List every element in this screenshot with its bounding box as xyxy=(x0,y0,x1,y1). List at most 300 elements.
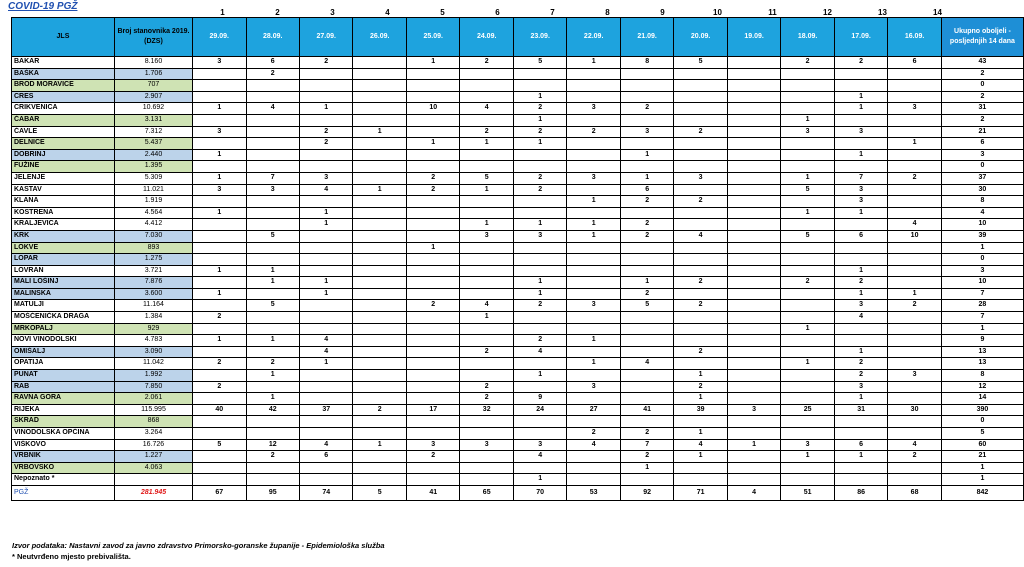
table-row xyxy=(12,230,1024,242)
municipality-name: MALINSKA xyxy=(12,288,115,300)
case-count-cell xyxy=(406,207,459,219)
date-header: 16.09. xyxy=(888,18,941,57)
case-count-cell xyxy=(193,242,246,254)
case-count-cell: 3 xyxy=(834,126,887,138)
case-count-cell xyxy=(460,335,513,347)
case-count-cell: 2 xyxy=(193,381,246,393)
case-count-cell xyxy=(300,428,353,440)
case-count-cell xyxy=(300,149,353,161)
municipality-name: CRIKVENICA xyxy=(12,103,115,115)
case-count-cell xyxy=(406,381,459,393)
case-count-cell xyxy=(567,149,620,161)
case-count-cell xyxy=(300,474,353,486)
case-count-cell xyxy=(246,323,299,335)
case-count-cell: 1 xyxy=(834,393,887,405)
case-count-cell xyxy=(460,416,513,428)
case-count-cell xyxy=(193,346,246,358)
total-cell: 37 xyxy=(941,172,1023,184)
case-count-cell xyxy=(781,288,834,300)
municipality-name: BAKAR xyxy=(12,57,115,69)
case-count-cell xyxy=(674,161,727,173)
case-count-cell xyxy=(727,196,780,208)
case-count-cell xyxy=(300,370,353,382)
case-count-cell xyxy=(727,149,780,161)
case-count-cell xyxy=(620,335,673,347)
case-count-cell: 2 xyxy=(460,393,513,405)
case-count-cell: 2 xyxy=(460,126,513,138)
case-count-cell xyxy=(460,474,513,486)
population-cell: 3.721 xyxy=(114,265,192,277)
date-header: 23.09. xyxy=(513,18,566,57)
case-count-cell xyxy=(727,103,780,115)
total-cell: 0 xyxy=(941,254,1023,266)
municipality-name: MOŠĆENIČKA DRAGA xyxy=(12,312,115,324)
case-count-cell xyxy=(406,277,459,289)
case-count-cell xyxy=(460,80,513,92)
case-count-cell xyxy=(193,138,246,150)
case-count-cell: 1 xyxy=(193,265,246,277)
sum-cell: 95 xyxy=(246,485,299,500)
table-row xyxy=(12,207,1024,219)
date-header: 17.09. xyxy=(834,18,887,57)
total-cell: 0 xyxy=(941,80,1023,92)
case-count-cell xyxy=(406,265,459,277)
case-count-cell xyxy=(353,242,406,254)
case-count-cell xyxy=(300,265,353,277)
case-count-cell xyxy=(888,196,941,208)
table-row xyxy=(12,172,1024,184)
case-count-cell xyxy=(620,80,673,92)
case-count-cell: 2 xyxy=(620,219,673,231)
sum-cell: 5 xyxy=(353,485,406,500)
total-cell: 12 xyxy=(941,381,1023,393)
population-cell: 115.995 xyxy=(114,404,192,416)
municipality-name: FUŽINE xyxy=(12,161,115,173)
case-count-cell: 1 xyxy=(460,219,513,231)
case-count-cell: 4 xyxy=(513,451,566,463)
total-cell: 0 xyxy=(941,416,1023,428)
total-cell: 9 xyxy=(941,335,1023,347)
population-cell: 2.440 xyxy=(114,149,192,161)
case-count-cell: 1 xyxy=(781,358,834,370)
case-count-cell xyxy=(246,312,299,324)
case-count-cell xyxy=(246,288,299,300)
case-count-cell: 2 xyxy=(300,57,353,69)
case-count-cell xyxy=(620,68,673,80)
case-count-cell: 4 xyxy=(513,346,566,358)
total-cell: 5 xyxy=(941,428,1023,440)
table-row xyxy=(12,381,1024,393)
case-count-cell: 1 xyxy=(353,126,406,138)
municipality-name: RAVNA GORA xyxy=(12,393,115,405)
header-row xyxy=(12,18,1024,57)
case-count-cell xyxy=(620,91,673,103)
case-count-cell xyxy=(620,393,673,405)
sum-cell: 71 xyxy=(674,485,727,500)
case-count-cell: 2 xyxy=(513,126,566,138)
case-count-cell xyxy=(406,358,459,370)
case-count-cell xyxy=(567,474,620,486)
case-count-cell xyxy=(193,323,246,335)
case-count-cell xyxy=(888,149,941,161)
table-row xyxy=(12,300,1024,312)
case-count-cell: 6 xyxy=(888,57,941,69)
case-count-cell xyxy=(674,265,727,277)
case-count-cell xyxy=(300,393,353,405)
case-count-cell xyxy=(353,57,406,69)
population-cell: 7.312 xyxy=(114,126,192,138)
case-count-cell xyxy=(620,312,673,324)
total-cell: 60 xyxy=(941,439,1023,451)
municipality-name: CRES xyxy=(12,91,115,103)
population-cell: 2.061 xyxy=(114,393,192,405)
day-number: 8 xyxy=(605,8,610,17)
case-count-cell: 1 xyxy=(567,196,620,208)
case-count-cell xyxy=(353,196,406,208)
case-count-cell: 1 xyxy=(620,172,673,184)
case-count-cell: 2 xyxy=(834,370,887,382)
population-cell: 1.992 xyxy=(114,370,192,382)
municipality-name: MALI LOŠINJ xyxy=(12,277,115,289)
case-count-cell xyxy=(353,277,406,289)
population-cell: 1.384 xyxy=(114,312,192,324)
case-count-cell: 3 xyxy=(193,57,246,69)
case-count-cell xyxy=(300,68,353,80)
case-count-cell xyxy=(246,149,299,161)
case-count-cell: 2 xyxy=(888,451,941,463)
case-count-cell xyxy=(674,207,727,219)
case-count-cell xyxy=(353,149,406,161)
case-count-cell: 2 xyxy=(460,381,513,393)
case-count-cell xyxy=(888,68,941,80)
case-count-cell xyxy=(674,80,727,92)
case-count-cell: 1 xyxy=(300,103,353,115)
case-count-cell: 1 xyxy=(246,265,299,277)
case-count-cell xyxy=(888,80,941,92)
case-count-cell xyxy=(406,462,459,474)
date-header: 26.09. xyxy=(353,18,406,57)
case-count-cell: 1 xyxy=(246,370,299,382)
case-count-cell xyxy=(513,428,566,440)
case-count-cell xyxy=(888,312,941,324)
table-row xyxy=(12,312,1024,324)
case-count-cell: 1 xyxy=(781,451,834,463)
population-cell: 868 xyxy=(114,416,192,428)
sum-cell: 65 xyxy=(460,485,513,500)
case-count-cell: 5 xyxy=(781,184,834,196)
case-count-cell xyxy=(193,462,246,474)
date-header: 24.09. xyxy=(460,18,513,57)
case-count-cell: 2 xyxy=(781,277,834,289)
table-row xyxy=(12,323,1024,335)
population-cell: 16.726 xyxy=(114,439,192,451)
population-cell: 1.395 xyxy=(114,161,192,173)
case-count-cell xyxy=(353,393,406,405)
case-count-cell xyxy=(353,219,406,231)
case-count-cell xyxy=(193,114,246,126)
case-count-cell: 3 xyxy=(513,439,566,451)
population-cell: 1.919 xyxy=(114,196,192,208)
table-row xyxy=(12,462,1024,474)
case-count-cell: 1 xyxy=(300,358,353,370)
case-count-cell xyxy=(781,462,834,474)
table-row xyxy=(12,277,1024,289)
case-count-cell: 3 xyxy=(620,126,673,138)
case-count-cell xyxy=(193,277,246,289)
case-count-cell: 10 xyxy=(888,230,941,242)
case-count-cell xyxy=(406,370,459,382)
case-count-cell xyxy=(513,462,566,474)
case-count-cell xyxy=(620,207,673,219)
case-count-cell xyxy=(727,184,780,196)
case-count-cell: 1 xyxy=(193,207,246,219)
case-count-cell: 6 xyxy=(834,230,887,242)
case-count-cell xyxy=(353,161,406,173)
day-number: 2 xyxy=(275,8,280,17)
total-cell: 6 xyxy=(941,138,1023,150)
case-count-cell: 4 xyxy=(300,346,353,358)
case-count-cell: 1 xyxy=(567,335,620,347)
case-count-cell xyxy=(460,462,513,474)
case-count-cell xyxy=(727,68,780,80)
case-count-cell xyxy=(460,254,513,266)
case-count-cell xyxy=(460,358,513,370)
case-count-cell xyxy=(781,300,834,312)
case-count-cell xyxy=(727,428,780,440)
case-count-cell xyxy=(781,80,834,92)
day-number: 13 xyxy=(878,8,887,17)
case-count-cell: 2 xyxy=(888,172,941,184)
case-count-cell xyxy=(406,149,459,161)
case-count-cell: 1 xyxy=(834,207,887,219)
case-count-cell: 3 xyxy=(300,172,353,184)
case-count-cell xyxy=(674,184,727,196)
case-count-cell xyxy=(246,462,299,474)
case-count-cell: 2 xyxy=(460,346,513,358)
population-cell: 7.850 xyxy=(114,381,192,393)
case-count-cell: 1 xyxy=(300,219,353,231)
case-count-cell xyxy=(567,161,620,173)
sum-cell: 67 xyxy=(193,485,246,500)
case-count-cell: 4 xyxy=(460,300,513,312)
case-count-cell xyxy=(353,254,406,266)
case-count-cell: 2 xyxy=(460,57,513,69)
case-count-cell: 9 xyxy=(513,393,566,405)
case-count-cell: 2 xyxy=(834,358,887,370)
case-count-cell: 1 xyxy=(513,219,566,231)
case-count-cell: 1 xyxy=(406,138,459,150)
municipality-name: DELNICE xyxy=(12,138,115,150)
case-count-cell xyxy=(620,114,673,126)
case-count-cell xyxy=(620,370,673,382)
case-count-cell xyxy=(727,288,780,300)
case-count-cell xyxy=(567,254,620,266)
case-count-cell xyxy=(193,393,246,405)
table-row xyxy=(12,451,1024,463)
total-header: Ukupno oboljeli - posljednjih 14 dana xyxy=(941,18,1023,57)
case-count-cell xyxy=(888,323,941,335)
municipality-name: BROD MORAVICE xyxy=(12,80,115,92)
case-count-cell xyxy=(513,242,566,254)
case-count-cell: 2 xyxy=(567,126,620,138)
case-count-cell xyxy=(567,393,620,405)
case-count-cell: 3 xyxy=(888,103,941,115)
case-count-cell xyxy=(567,288,620,300)
case-count-cell: 4 xyxy=(567,439,620,451)
date-header: 19.09. xyxy=(727,18,780,57)
case-count-cell: 1 xyxy=(353,439,406,451)
case-count-cell xyxy=(781,138,834,150)
total-cell: 10 xyxy=(941,277,1023,289)
case-count-cell: 1 xyxy=(300,277,353,289)
case-count-cell: 4 xyxy=(888,219,941,231)
case-count-cell: 2 xyxy=(620,288,673,300)
table-row xyxy=(12,138,1024,150)
case-count-cell: 3 xyxy=(834,196,887,208)
case-count-cell: 1 xyxy=(834,265,887,277)
case-count-cell xyxy=(834,474,887,486)
case-count-cell: 1 xyxy=(513,91,566,103)
case-count-cell xyxy=(727,91,780,103)
case-count-cell: 2 xyxy=(513,300,566,312)
municipality-name: KLANA xyxy=(12,196,115,208)
case-count-cell: 1 xyxy=(513,288,566,300)
case-count-cell: 2 xyxy=(513,184,566,196)
total-cell: 10 xyxy=(941,219,1023,231)
case-count-cell xyxy=(460,370,513,382)
municipality-name: Nepoznato * xyxy=(12,474,115,486)
case-count-cell: 2 xyxy=(300,138,353,150)
case-count-cell xyxy=(193,300,246,312)
case-count-cell xyxy=(727,254,780,266)
population-cell: 4.783 xyxy=(114,335,192,347)
population-sum: 281.945 xyxy=(114,485,192,500)
total-cell: 7 xyxy=(941,312,1023,324)
population-cell: 3.264 xyxy=(114,428,192,440)
case-count-cell xyxy=(620,242,673,254)
case-count-cell xyxy=(246,428,299,440)
case-count-cell xyxy=(781,242,834,254)
municipality-name: OMIŠALJ xyxy=(12,346,115,358)
day-number-row xyxy=(0,4,1024,16)
date-header: 28.09. xyxy=(246,18,299,57)
case-count-cell xyxy=(513,312,566,324)
case-count-cell xyxy=(246,161,299,173)
case-count-cell xyxy=(620,416,673,428)
case-count-cell xyxy=(620,161,673,173)
case-count-cell: 1 xyxy=(193,288,246,300)
case-count-cell: 4 xyxy=(300,335,353,347)
case-count-cell xyxy=(567,80,620,92)
case-count-cell xyxy=(406,161,459,173)
municipality-name: BAŠKA xyxy=(12,68,115,80)
case-count-cell xyxy=(246,242,299,254)
case-count-cell xyxy=(727,126,780,138)
case-count-cell: 5 xyxy=(460,172,513,184)
case-count-cell xyxy=(246,91,299,103)
case-count-cell xyxy=(406,346,459,358)
case-count-cell: 1 xyxy=(460,138,513,150)
case-count-cell: 3 xyxy=(834,184,887,196)
population-cell: 3.600 xyxy=(114,288,192,300)
case-count-cell xyxy=(406,91,459,103)
case-count-cell xyxy=(300,381,353,393)
total-cell: 43 xyxy=(941,57,1023,69)
case-count-cell xyxy=(674,91,727,103)
case-count-cell xyxy=(353,91,406,103)
municipality-name: VRBNIK xyxy=(12,451,115,463)
case-count-cell: 2 xyxy=(674,196,727,208)
case-count-cell xyxy=(246,80,299,92)
case-count-cell: 2 xyxy=(674,126,727,138)
case-count-cell xyxy=(834,428,887,440)
case-count-cell xyxy=(888,277,941,289)
case-count-cell xyxy=(674,474,727,486)
case-count-cell xyxy=(406,114,459,126)
municipality-name: RIJEKA xyxy=(12,404,115,416)
case-count-cell xyxy=(246,416,299,428)
case-count-cell xyxy=(567,207,620,219)
case-count-cell: 4 xyxy=(300,439,353,451)
case-count-cell: 2 xyxy=(246,68,299,80)
case-count-cell xyxy=(193,428,246,440)
case-count-cell xyxy=(353,428,406,440)
case-count-cell xyxy=(513,80,566,92)
case-count-cell xyxy=(834,323,887,335)
total-cell: 31 xyxy=(941,103,1023,115)
case-count-cell xyxy=(193,68,246,80)
case-count-cell xyxy=(781,91,834,103)
case-count-cell: 6 xyxy=(620,184,673,196)
case-count-cell xyxy=(674,416,727,428)
case-count-cell xyxy=(460,428,513,440)
case-count-cell: 1 xyxy=(674,370,727,382)
case-count-cell: 2 xyxy=(620,230,673,242)
table-row xyxy=(12,335,1024,347)
case-count-cell xyxy=(353,358,406,370)
case-count-cell: 2 xyxy=(620,196,673,208)
case-count-cell xyxy=(727,242,780,254)
case-count-cell xyxy=(620,254,673,266)
sum-cell: 92 xyxy=(620,485,673,500)
case-count-cell xyxy=(460,242,513,254)
case-count-cell: 5 xyxy=(193,439,246,451)
population-cell: 1.227 xyxy=(114,451,192,463)
case-count-cell: 1 xyxy=(888,138,941,150)
case-count-cell xyxy=(353,474,406,486)
case-count-cell: 2 xyxy=(406,451,459,463)
date-header: 20.09. xyxy=(674,18,727,57)
table-row xyxy=(12,219,1024,231)
case-count-cell xyxy=(674,335,727,347)
asterisk-note: * Neutvrđeno mjesto prebivališta. xyxy=(12,552,131,561)
case-count-cell xyxy=(781,265,834,277)
case-count-cell xyxy=(567,416,620,428)
population-cell: 4.564 xyxy=(114,207,192,219)
case-count-cell: 4 xyxy=(888,439,941,451)
municipality-name: MATULJI xyxy=(12,300,115,312)
case-count-cell xyxy=(300,323,353,335)
case-count-cell xyxy=(674,254,727,266)
case-count-cell xyxy=(567,312,620,324)
case-count-cell xyxy=(620,346,673,358)
case-count-cell xyxy=(567,370,620,382)
case-count-cell xyxy=(727,161,780,173)
case-count-cell xyxy=(246,474,299,486)
case-count-cell xyxy=(300,416,353,428)
sum-cell: 51 xyxy=(781,485,834,500)
case-count-cell xyxy=(888,254,941,266)
